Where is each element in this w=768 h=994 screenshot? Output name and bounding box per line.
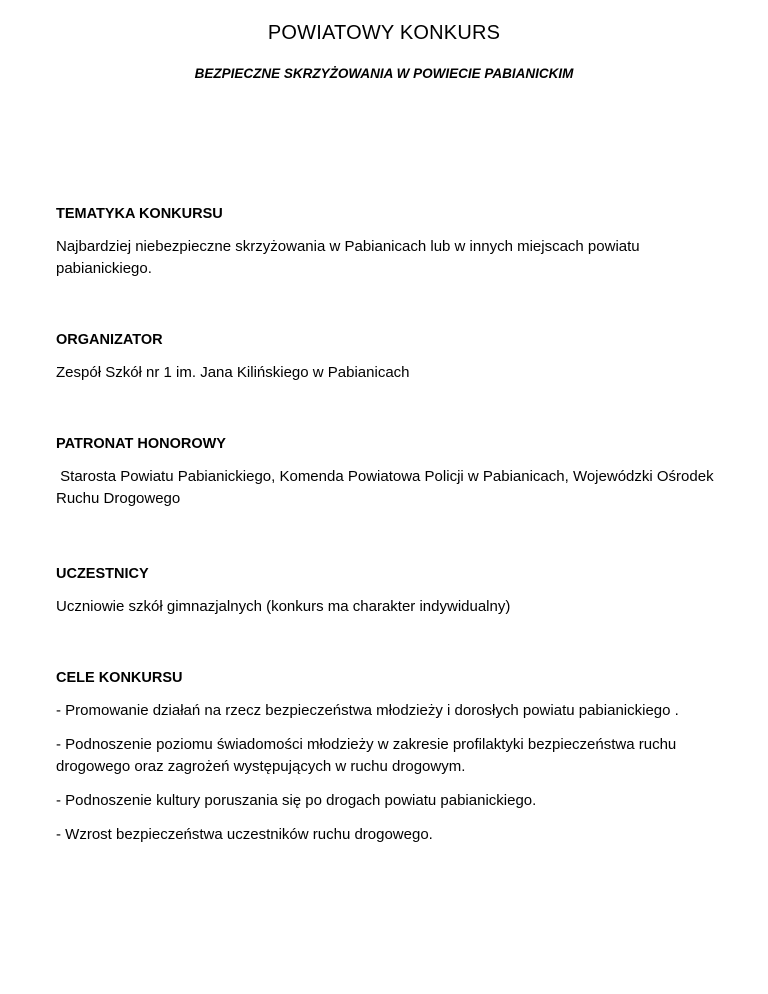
section-heading: ORGANIZATOR <box>56 332 163 348</box>
section-heading: CELE KONKURSU <box>56 670 183 686</box>
section-heading: PATRONAT HONOROWY <box>56 436 226 452</box>
list-item: - Podnoszenie kultury poruszania się po drogach powiatu pabianickiego. <box>56 792 537 809</box>
section-uczestnicy <box>56 564 716 630</box>
section-text: Najbardziej niebezpieczne skrzyżowania w Pabianicach lub w innych miejscach powiatu pabianickiego. <box>56 238 640 277</box>
section-heading: TEMATYKA KONKURSU <box>56 206 223 222</box>
section-text: Zespół Szkół nr 1 im. Jana Kilińskiego w Pabianicach <box>56 364 410 381</box>
list-item: - Wzrost bezpieczeństwa uczestników ruchu drogowego. <box>56 826 433 843</box>
list-item: - Promowanie działań na rzecz bezpieczeństwa młodzieży i dorosłych powiatu pabianickiego . <box>56 702 679 719</box>
list-item: - Podnoszenie poziomu świadomości młodzieży w zakresie profilaktyki bezpieczeństwa ruchu drogowego oraz zagrożeń występujących w ruchu drogowym. <box>56 736 677 775</box>
document-title: POWIATOWY KONKURS <box>267 22 501 44</box>
document-subtitle: BEZPIECZNE SKRZYŻOWANIA W POWIECIE PABIANICKIM <box>194 66 574 81</box>
section-organizator <box>56 330 716 396</box>
section-text: Uczniowie szkół gimnazjalnych (konkurs ma charakter indywidualny) <box>56 598 511 615</box>
section-text: Starosta Powiatu Pabianickiego, Komenda Powiatowa Policji w Pabianicach, Wojewódzki Ośrodek Ruchu Drogowego <box>56 468 718 507</box>
section-tematyka <box>56 204 716 292</box>
section-heading: UCZESTNICY <box>56 566 149 582</box>
section-cele <box>56 668 716 858</box>
section-patronat <box>56 434 716 522</box>
